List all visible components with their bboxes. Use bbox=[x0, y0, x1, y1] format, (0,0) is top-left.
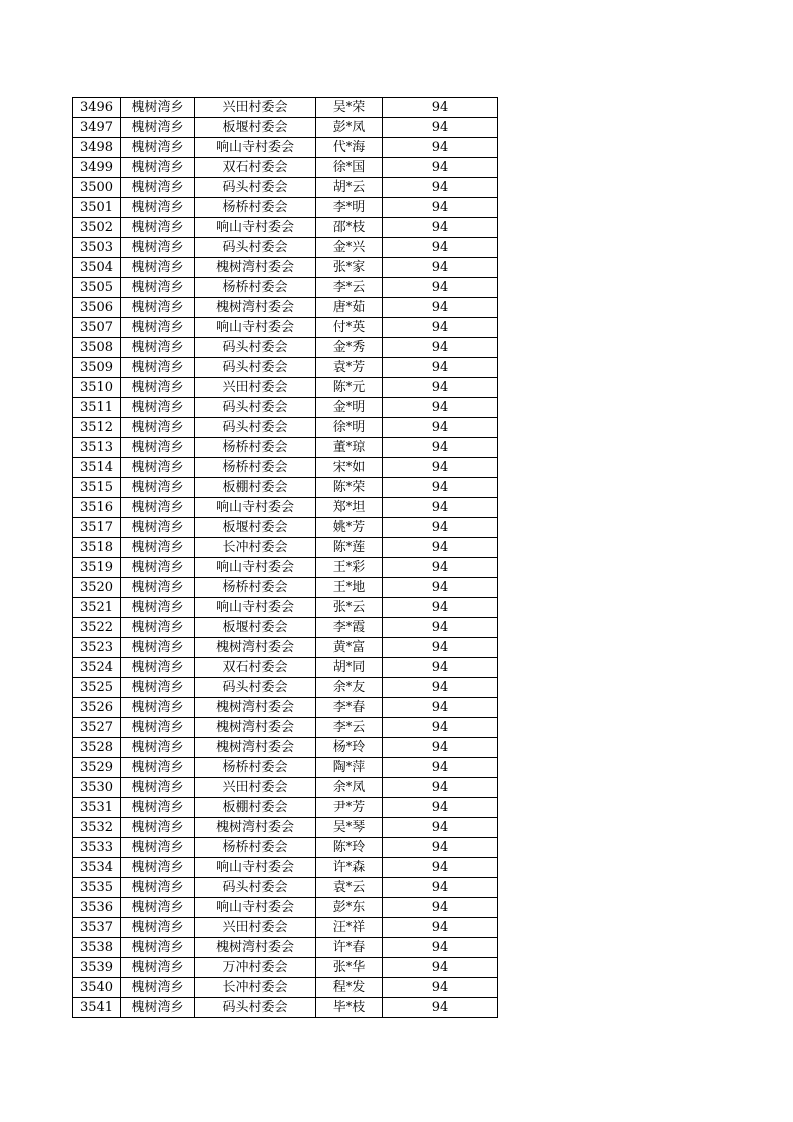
row-id-cell: 3516 bbox=[73, 498, 121, 518]
village-cell: 响山寺村委会 bbox=[195, 498, 316, 518]
table-row bbox=[73, 798, 498, 818]
name-cell: 陈*玲 bbox=[316, 838, 383, 858]
village-cell: 响山寺村委会 bbox=[195, 898, 316, 918]
name-cell: 唐*茹 bbox=[316, 298, 383, 318]
name-cell: 吴*荣 bbox=[316, 98, 383, 118]
town-cell: 槐树湾乡 bbox=[121, 798, 195, 818]
score-cell: 94 bbox=[383, 338, 498, 358]
row-id-cell: 3500 bbox=[73, 178, 121, 198]
village-cell: 杨桥村委会 bbox=[195, 758, 316, 778]
score-cell: 94 bbox=[383, 358, 498, 378]
town-cell: 槐树湾乡 bbox=[121, 658, 195, 678]
table-row bbox=[73, 398, 498, 418]
row-id-cell: 3523 bbox=[73, 638, 121, 658]
village-cell: 杨桥村委会 bbox=[195, 198, 316, 218]
table-row bbox=[73, 978, 498, 998]
town-cell: 槐树湾乡 bbox=[121, 598, 195, 618]
town-cell: 槐树湾乡 bbox=[121, 998, 195, 1018]
name-cell: 张*华 bbox=[316, 958, 383, 978]
roster-table-body bbox=[73, 98, 498, 1018]
town-cell: 槐树湾乡 bbox=[121, 958, 195, 978]
village-cell: 槐树湾村委会 bbox=[195, 818, 316, 838]
town-cell: 槐树湾乡 bbox=[121, 758, 195, 778]
table-row bbox=[73, 858, 498, 878]
town-cell: 槐树湾乡 bbox=[121, 478, 195, 498]
name-cell: 付*英 bbox=[316, 318, 383, 338]
name-cell: 余*凤 bbox=[316, 778, 383, 798]
table-row bbox=[73, 238, 498, 258]
name-cell: 汪*祥 bbox=[316, 918, 383, 938]
table-row bbox=[73, 138, 498, 158]
row-id-cell: 3504 bbox=[73, 258, 121, 278]
table-row bbox=[73, 938, 498, 958]
name-cell: 陈*莲 bbox=[316, 538, 383, 558]
row-id-cell: 3499 bbox=[73, 158, 121, 178]
score-cell: 94 bbox=[383, 618, 498, 638]
score-cell: 94 bbox=[383, 798, 498, 818]
village-cell: 码头村委会 bbox=[195, 418, 316, 438]
town-cell: 槐树湾乡 bbox=[121, 618, 195, 638]
table-row bbox=[73, 618, 498, 638]
table-row bbox=[73, 638, 498, 658]
town-cell: 槐树湾乡 bbox=[121, 338, 195, 358]
row-id-cell: 3514 bbox=[73, 458, 121, 478]
score-cell: 94 bbox=[383, 498, 498, 518]
village-cell: 杨桥村委会 bbox=[195, 838, 316, 858]
village-cell: 兴田村委会 bbox=[195, 98, 316, 118]
score-cell: 94 bbox=[383, 958, 498, 978]
row-id-cell: 3515 bbox=[73, 478, 121, 498]
town-cell: 槐树湾乡 bbox=[121, 198, 195, 218]
document-sheet bbox=[72, 97, 498, 1018]
town-cell: 槐树湾乡 bbox=[121, 638, 195, 658]
village-cell: 板棚村委会 bbox=[195, 798, 316, 818]
town-cell: 槐树湾乡 bbox=[121, 858, 195, 878]
score-cell: 94 bbox=[383, 178, 498, 198]
row-id-cell: 3521 bbox=[73, 598, 121, 618]
table-row bbox=[73, 878, 498, 898]
score-cell: 94 bbox=[383, 878, 498, 898]
table-row bbox=[73, 538, 498, 558]
town-cell: 槐树湾乡 bbox=[121, 698, 195, 718]
row-id-cell: 3541 bbox=[73, 998, 121, 1018]
village-cell: 兴田村委会 bbox=[195, 918, 316, 938]
score-cell: 94 bbox=[383, 318, 498, 338]
table-row bbox=[73, 98, 498, 118]
town-cell: 槐树湾乡 bbox=[121, 718, 195, 738]
score-cell: 94 bbox=[383, 378, 498, 398]
town-cell: 槐树湾乡 bbox=[121, 518, 195, 538]
village-cell: 槐树湾村委会 bbox=[195, 718, 316, 738]
table-row bbox=[73, 758, 498, 778]
score-cell: 94 bbox=[383, 698, 498, 718]
row-id-cell: 3518 bbox=[73, 538, 121, 558]
village-cell: 槐树湾村委会 bbox=[195, 638, 316, 658]
town-cell: 槐树湾乡 bbox=[121, 118, 195, 138]
table-row bbox=[73, 498, 498, 518]
table-row bbox=[73, 838, 498, 858]
table-row bbox=[73, 378, 498, 398]
row-id-cell: 3496 bbox=[73, 98, 121, 118]
score-cell: 94 bbox=[383, 938, 498, 958]
score-cell: 94 bbox=[383, 658, 498, 678]
village-cell: 杨桥村委会 bbox=[195, 438, 316, 458]
name-cell: 董*琼 bbox=[316, 438, 383, 458]
name-cell: 邵*枝 bbox=[316, 218, 383, 238]
table-row bbox=[73, 218, 498, 238]
row-id-cell: 3528 bbox=[73, 738, 121, 758]
name-cell: 黄*富 bbox=[316, 638, 383, 658]
score-cell: 94 bbox=[383, 818, 498, 838]
row-id-cell: 3512 bbox=[73, 418, 121, 438]
table-row bbox=[73, 198, 498, 218]
village-cell: 码头村委会 bbox=[195, 238, 316, 258]
name-cell: 金*明 bbox=[316, 398, 383, 418]
score-cell: 94 bbox=[383, 138, 498, 158]
name-cell: 金*秀 bbox=[316, 338, 383, 358]
name-cell: 李*春 bbox=[316, 698, 383, 718]
table-row bbox=[73, 278, 498, 298]
name-cell: 陶*萍 bbox=[316, 758, 383, 778]
name-cell: 姚*芳 bbox=[316, 518, 383, 538]
row-id-cell: 3524 bbox=[73, 658, 121, 678]
town-cell: 槐树湾乡 bbox=[121, 978, 195, 998]
table-row bbox=[73, 338, 498, 358]
name-cell: 王*彩 bbox=[316, 558, 383, 578]
table-row bbox=[73, 418, 498, 438]
village-cell: 响山寺村委会 bbox=[195, 598, 316, 618]
name-cell: 许*春 bbox=[316, 938, 383, 958]
village-cell: 码头村委会 bbox=[195, 678, 316, 698]
row-id-cell: 3517 bbox=[73, 518, 121, 538]
score-cell: 94 bbox=[383, 898, 498, 918]
row-id-cell: 3533 bbox=[73, 838, 121, 858]
table-row bbox=[73, 898, 498, 918]
town-cell: 槐树湾乡 bbox=[121, 138, 195, 158]
village-cell: 槐树湾村委会 bbox=[195, 298, 316, 318]
town-cell: 槐树湾乡 bbox=[121, 158, 195, 178]
name-cell: 徐*国 bbox=[316, 158, 383, 178]
town-cell: 槐树湾乡 bbox=[121, 458, 195, 478]
row-id-cell: 3539 bbox=[73, 958, 121, 978]
score-cell: 94 bbox=[383, 838, 498, 858]
score-cell: 94 bbox=[383, 478, 498, 498]
table-row bbox=[73, 458, 498, 478]
name-cell: 郑*坦 bbox=[316, 498, 383, 518]
score-cell: 94 bbox=[383, 678, 498, 698]
village-cell: 响山寺村委会 bbox=[195, 858, 316, 878]
score-cell: 94 bbox=[383, 558, 498, 578]
name-cell: 毕*枝 bbox=[316, 998, 383, 1018]
table-row bbox=[73, 438, 498, 458]
score-cell: 94 bbox=[383, 638, 498, 658]
name-cell: 金*兴 bbox=[316, 238, 383, 258]
village-cell: 槐树湾村委会 bbox=[195, 738, 316, 758]
row-id-cell: 3531 bbox=[73, 798, 121, 818]
score-cell: 94 bbox=[383, 398, 498, 418]
name-cell: 杨*玲 bbox=[316, 738, 383, 758]
town-cell: 槐树湾乡 bbox=[121, 258, 195, 278]
town-cell: 槐树湾乡 bbox=[121, 838, 195, 858]
score-cell: 94 bbox=[383, 458, 498, 478]
village-cell: 码头村委会 bbox=[195, 178, 316, 198]
row-id-cell: 3540 bbox=[73, 978, 121, 998]
table-row bbox=[73, 598, 498, 618]
name-cell: 代*海 bbox=[316, 138, 383, 158]
name-cell: 陈*荣 bbox=[316, 478, 383, 498]
row-id-cell: 3538 bbox=[73, 938, 121, 958]
row-id-cell: 3534 bbox=[73, 858, 121, 878]
row-id-cell: 3520 bbox=[73, 578, 121, 598]
row-id-cell: 3527 bbox=[73, 718, 121, 738]
row-id-cell: 3526 bbox=[73, 698, 121, 718]
name-cell: 胡*同 bbox=[316, 658, 383, 678]
town-cell: 槐树湾乡 bbox=[121, 398, 195, 418]
table-row bbox=[73, 478, 498, 498]
town-cell: 槐树湾乡 bbox=[121, 898, 195, 918]
table-row bbox=[73, 958, 498, 978]
row-id-cell: 3536 bbox=[73, 898, 121, 918]
table-row bbox=[73, 318, 498, 338]
name-cell: 李*明 bbox=[316, 198, 383, 218]
village-cell: 响山寺村委会 bbox=[195, 218, 316, 238]
town-cell: 槐树湾乡 bbox=[121, 538, 195, 558]
town-cell: 槐树湾乡 bbox=[121, 558, 195, 578]
town-cell: 槐树湾乡 bbox=[121, 578, 195, 598]
row-id-cell: 3522 bbox=[73, 618, 121, 638]
name-cell: 胡*云 bbox=[316, 178, 383, 198]
roster-table bbox=[72, 97, 498, 1018]
town-cell: 槐树湾乡 bbox=[121, 938, 195, 958]
village-cell: 杨桥村委会 bbox=[195, 278, 316, 298]
town-cell: 槐树湾乡 bbox=[121, 218, 195, 238]
village-cell: 双石村委会 bbox=[195, 658, 316, 678]
score-cell: 94 bbox=[383, 978, 498, 998]
town-cell: 槐树湾乡 bbox=[121, 358, 195, 378]
town-cell: 槐树湾乡 bbox=[121, 438, 195, 458]
name-cell: 李*云 bbox=[316, 278, 383, 298]
name-cell: 张*云 bbox=[316, 598, 383, 618]
town-cell: 槐树湾乡 bbox=[121, 178, 195, 198]
row-id-cell: 3510 bbox=[73, 378, 121, 398]
town-cell: 槐树湾乡 bbox=[121, 498, 195, 518]
table-row bbox=[73, 578, 498, 598]
name-cell: 袁*云 bbox=[316, 878, 383, 898]
village-cell: 杨桥村委会 bbox=[195, 458, 316, 478]
score-cell: 94 bbox=[383, 218, 498, 238]
table-row bbox=[73, 178, 498, 198]
score-cell: 94 bbox=[383, 578, 498, 598]
town-cell: 槐树湾乡 bbox=[121, 278, 195, 298]
village-cell: 兴田村委会 bbox=[195, 778, 316, 798]
village-cell: 响山寺村委会 bbox=[195, 318, 316, 338]
name-cell: 彭*东 bbox=[316, 898, 383, 918]
name-cell: 许*森 bbox=[316, 858, 383, 878]
village-cell: 长冲村委会 bbox=[195, 978, 316, 998]
score-cell: 94 bbox=[383, 98, 498, 118]
name-cell: 王*地 bbox=[316, 578, 383, 598]
row-id-cell: 3507 bbox=[73, 318, 121, 338]
village-cell: 板堰村委会 bbox=[195, 518, 316, 538]
town-cell: 槐树湾乡 bbox=[121, 418, 195, 438]
score-cell: 94 bbox=[383, 738, 498, 758]
name-cell: 程*发 bbox=[316, 978, 383, 998]
name-cell: 李*云 bbox=[316, 718, 383, 738]
score-cell: 94 bbox=[383, 538, 498, 558]
row-id-cell: 3506 bbox=[73, 298, 121, 318]
town-cell: 槐树湾乡 bbox=[121, 238, 195, 258]
table-row bbox=[73, 738, 498, 758]
name-cell: 张*家 bbox=[316, 258, 383, 278]
village-cell: 码头村委会 bbox=[195, 338, 316, 358]
score-cell: 94 bbox=[383, 998, 498, 1018]
table-row bbox=[73, 118, 498, 138]
score-cell: 94 bbox=[383, 258, 498, 278]
row-id-cell: 3530 bbox=[73, 778, 121, 798]
row-id-cell: 3525 bbox=[73, 678, 121, 698]
town-cell: 槐树湾乡 bbox=[121, 878, 195, 898]
village-cell: 槐树湾村委会 bbox=[195, 938, 316, 958]
village-cell: 槐树湾村委会 bbox=[195, 698, 316, 718]
village-cell: 板堰村委会 bbox=[195, 118, 316, 138]
village-cell: 槐树湾村委会 bbox=[195, 258, 316, 278]
score-cell: 94 bbox=[383, 418, 498, 438]
row-id-cell: 3529 bbox=[73, 758, 121, 778]
score-cell: 94 bbox=[383, 718, 498, 738]
name-cell: 吴*琴 bbox=[316, 818, 383, 838]
score-cell: 94 bbox=[383, 518, 498, 538]
row-id-cell: 3519 bbox=[73, 558, 121, 578]
score-cell: 94 bbox=[383, 198, 498, 218]
village-cell: 码头村委会 bbox=[195, 878, 316, 898]
row-id-cell: 3508 bbox=[73, 338, 121, 358]
row-id-cell: 3537 bbox=[73, 918, 121, 938]
score-cell: 94 bbox=[383, 778, 498, 798]
town-cell: 槐树湾乡 bbox=[121, 818, 195, 838]
table-row bbox=[73, 718, 498, 738]
town-cell: 槐树湾乡 bbox=[121, 98, 195, 118]
name-cell: 宋*如 bbox=[316, 458, 383, 478]
village-cell: 长冲村委会 bbox=[195, 538, 316, 558]
row-id-cell: 3503 bbox=[73, 238, 121, 258]
score-cell: 94 bbox=[383, 918, 498, 938]
score-cell: 94 bbox=[383, 278, 498, 298]
score-cell: 94 bbox=[383, 438, 498, 458]
name-cell: 李*霞 bbox=[316, 618, 383, 638]
town-cell: 槐树湾乡 bbox=[121, 918, 195, 938]
name-cell: 徐*明 bbox=[316, 418, 383, 438]
table-row bbox=[73, 678, 498, 698]
village-cell: 响山寺村委会 bbox=[195, 138, 316, 158]
table-row bbox=[73, 778, 498, 798]
table-row bbox=[73, 258, 498, 278]
village-cell: 板棚村委会 bbox=[195, 478, 316, 498]
village-cell: 万冲村委会 bbox=[195, 958, 316, 978]
name-cell: 尹*芳 bbox=[316, 798, 383, 818]
name-cell: 彭*凤 bbox=[316, 118, 383, 138]
town-cell: 槐树湾乡 bbox=[121, 298, 195, 318]
table-row bbox=[73, 358, 498, 378]
village-cell: 杨桥村委会 bbox=[195, 578, 316, 598]
row-id-cell: 3511 bbox=[73, 398, 121, 418]
row-id-cell: 3501 bbox=[73, 198, 121, 218]
village-cell: 板堰村委会 bbox=[195, 618, 316, 638]
village-cell: 码头村委会 bbox=[195, 358, 316, 378]
row-id-cell: 3497 bbox=[73, 118, 121, 138]
score-cell: 94 bbox=[383, 158, 498, 178]
village-cell: 兴田村委会 bbox=[195, 378, 316, 398]
score-cell: 94 bbox=[383, 598, 498, 618]
name-cell: 余*友 bbox=[316, 678, 383, 698]
table-row bbox=[73, 158, 498, 178]
row-id-cell: 3502 bbox=[73, 218, 121, 238]
village-cell: 响山寺村委会 bbox=[195, 558, 316, 578]
village-cell: 码头村委会 bbox=[195, 998, 316, 1018]
town-cell: 槐树湾乡 bbox=[121, 778, 195, 798]
town-cell: 槐树湾乡 bbox=[121, 678, 195, 698]
row-id-cell: 3498 bbox=[73, 138, 121, 158]
town-cell: 槐树湾乡 bbox=[121, 318, 195, 338]
row-id-cell: 3505 bbox=[73, 278, 121, 298]
row-id-cell: 3535 bbox=[73, 878, 121, 898]
table-row bbox=[73, 518, 498, 538]
table-row bbox=[73, 998, 498, 1018]
table-row bbox=[73, 658, 498, 678]
score-cell: 94 bbox=[383, 298, 498, 318]
village-cell: 码头村委会 bbox=[195, 398, 316, 418]
table-row bbox=[73, 818, 498, 838]
row-id-cell: 3509 bbox=[73, 358, 121, 378]
score-cell: 94 bbox=[383, 238, 498, 258]
town-cell: 槐树湾乡 bbox=[121, 738, 195, 758]
table-row bbox=[73, 298, 498, 318]
score-cell: 94 bbox=[383, 758, 498, 778]
name-cell: 袁*芳 bbox=[316, 358, 383, 378]
row-id-cell: 3532 bbox=[73, 818, 121, 838]
village-cell: 双石村委会 bbox=[195, 158, 316, 178]
town-cell: 槐树湾乡 bbox=[121, 378, 195, 398]
table-row bbox=[73, 698, 498, 718]
table-row bbox=[73, 918, 498, 938]
score-cell: 94 bbox=[383, 118, 498, 138]
score-cell: 94 bbox=[383, 858, 498, 878]
table-row bbox=[73, 558, 498, 578]
row-id-cell: 3513 bbox=[73, 438, 121, 458]
name-cell: 陈*元 bbox=[316, 378, 383, 398]
